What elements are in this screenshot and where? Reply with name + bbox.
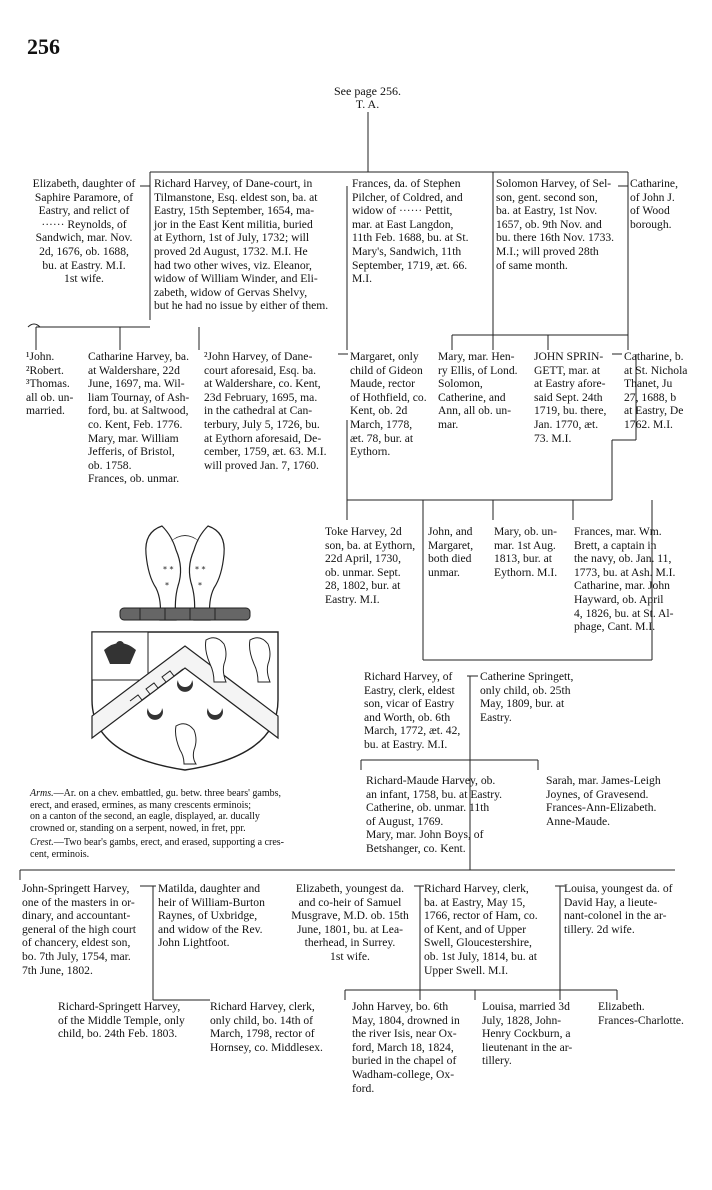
john-springett-harvey-entry: John-Springett Harvey, one of the masters in or- dinary, and accountant- general of the high court of chancery, eldest son, bo. 7th July, 1754, mar. 7th June, 1802. [22, 882, 136, 977]
svg-text:*: * [198, 581, 202, 590]
header-initials: T. A. [355, 97, 380, 111]
svg-text:* *: * * [163, 565, 174, 574]
toke-harvey-entry: Toke Harvey, 2d son, ba. at Eythorn, 22d April, 1730, ob. unmar. Sept. 28, 1802, bur. at Eastry. M.I. [325, 525, 416, 606]
crest-label: Crest. [30, 837, 54, 848]
catharine-thanet-entry: Catharine, b. at St. Nichola Thanet, Ju 27, 1688, b at Eastry, De 1762. M.I. [624, 350, 688, 431]
mary-unmarried-entry: Mary, ob. un- mar. 1st Aug. 1813, bur. at Eythorn. M.I. [494, 525, 558, 579]
mary-ellis-entry: Mary, mar. Hen- ry Ellis, of Lond. Solomon, Catherine, and Ann, all ob. un- mar. [438, 350, 518, 431]
solomon-harvey-entry: Solomon Harvey, of Sel- son, gent. second son, ba. at Eastry, 1st Nov. 1657, ob. 9th Nov. and bu. there 16th Nov. 1733. M.I.; will proved 28th of same month. [496, 177, 615, 272]
richard-harvey-vicar-entry: Richard Harvey, of Eastry, clerk, eldest son, vicar of Eastry and Worth, ob. 6th March, 1772, æt. 42, bu. at Eastry. M.I. [364, 670, 461, 751]
see-page-note: See page 256. [334, 84, 401, 98]
john-springett-entry: JOHN SPRIN- GETT, mar. at at Eastry afore- said Sept. 24th 1719, bu. there, Jan. 1770, æt. 73. M.I. [534, 350, 607, 445]
elizabeth-frances-charlotte-entry: Elizabeth. Frances-Charlotte. [598, 1000, 684, 1027]
richard-harvey-hornsey-entry: Richard Harvey, clerk, only child, bo. 14th of March, 1798, rector of Hornsey, co. Middlesex. [210, 1000, 323, 1054]
frances-brett-entry: Frances, mar. Wm. Brett, a captain in the navy, ob. Jan. 11, 1773, bu. at Ash. M.I. Catharine, mar. John Hayward, ob. April 4, 1826, bu. at St. Al- phage, Cant. M.I. [574, 525, 676, 634]
frances-pilcher-entry: Frances, da. of Stephen Pilcher, of Coldred, and widow of ······ Pettit, mar. at East Langdon, 11th Feb. 1688, bu. at St. Mary's, Sandwich, 11th September, 1719, æt. 66. M.I. [352, 177, 469, 286]
richard-springett-harvey-entry: Richard-Springett Harvey, of the Middle Temple, only child, bo. 24th Feb. 1803. [58, 1000, 185, 1041]
john-harvey-1804-entry: John Harvey, bo. 6th May, 1804, drowned in the river Isis, near Ox- ford, March 18, 1824, buried in the chapel of Wadham-college, Ox- ford. [352, 1000, 460, 1095]
margaret-maude-entry: Margaret, only child of Gideon Maude, rector of Hothfield, co. Kent, ob. 2d March, 1778, æt. 78, bur. at Eythorn. [350, 350, 427, 459]
shield-icon [92, 632, 278, 770]
sons-john-robert-thomas-entry: ¹John. ²Robert. ³Thomas. all ob. un- married. [26, 350, 74, 418]
arms-text: —Ar. on a chev. embattled, gu. betw. three bears' gambs, erect, and erased, ermines, as many crescents erminois; on a canton of the second, an eagle, displayed, ar. ducally crowned or, standing on a serpent, nowed, in fret, ppr. [30, 788, 282, 834]
louisa-hay-entry: Louisa, youngest da. of David Hay, a lieute- nant-colonel in the ar- tillery. 2d wife. [564, 882, 673, 936]
catharine-wood-entry: Catharine, of John J. of Wood borough. [630, 177, 678, 231]
arms-description [30, 788, 350, 834]
crest-text: —Two bear's gambs, erect, and erased, supporting a cres- cent, erminois. [30, 837, 284, 860]
elizabeth-musgrave-entry: Elizabeth, youngest da. and co-heir of Samuel Musgrave, M.D. ob. 15th June, 1801, bu. at Lea- therhead, in Surrey. 1st wife. [291, 882, 409, 963]
richard-harvey-dane-court-entry: Richard Harvey, of Dane-court, in Tilmanstone, Esq. eldest son, ba. at Eastry, 15th September, 1654, ma- jor in the East Kent militia, buried at Eythorn, 1st of July, 1732; will proved 2d August, 1732. M.I. He had two other wives, viz. Eleanor, widow of William Winder, and Eli- zabeth, widow of Gervas Shelvy, but he had no issue by either of them. [154, 177, 329, 313]
catharine-harvey-tournay-entry: Catharine Harvey, ba. at Waldershare, 22d June, 1697, ma. Wil- liam Tournay, of Ash- ford, bu. at Saltwood, co. Kent, Feb. 1776. Mary, mar. William Jefferis, of Bristol, ob. 1758. Frances, ob. unmar. [88, 350, 190, 486]
catherine-springett-entry: Catherine Springett, only child, ob. 25th May, 1809, bur. at Eastry. [480, 670, 574, 724]
richard-harvey-clerk-ham-entry: Richard Harvey, clerk, ba. at Eastry, May 15, 1766, rector of Ham, co. of Kent, and of Upper Swell, Gloucestershire, ob. 1st July, 1814, bu. at Upper Swell. M.I. [424, 882, 538, 977]
crest-description [30, 837, 350, 860]
svg-text:* *: * * [195, 565, 206, 574]
matilda-raynes-entry: Matilda, daughter and heir of William-Burton Raynes, of Uxbridge, and widow of the Rev. John Lightfoot. [158, 882, 265, 950]
page-number: 256 [27, 34, 60, 59]
richard-maude-harvey-entry: Richard-Maude Harvey, ob. an infant, 1758, bu. at Eastry. Catherine, ob. unmar. 11th of August, 1769. Mary, mar. John Boys, of Betshanger, co. Kent. [366, 774, 503, 855]
sarah-joynes-entry: Sarah, mar. James-Leigh Joynes, of Gravesend. Frances-Ann-Elizabeth. Anne-Maude. [546, 774, 661, 828]
louisa-cockburn-entry: Louisa, married 3d July, 1828, John- Henry Cockburn, a lieutenant in the ar- tillery. [482, 1000, 573, 1068]
arms-label: Arms. [30, 788, 54, 799]
coat-of-arms-illustration [90, 520, 280, 772]
elizabeth-paramore-entry: Elizabeth, daughter of Saphire Paramore, of Eastry, and relict of ······ Reynolds, of Sandwich, mar. Nov. 2d, 1676, ob. 1688, bu. at Eastry. M.I. 1st wife. [32, 177, 136, 286]
crest-bear-gambs-icon [120, 526, 250, 620]
john-harvey-dane-court-entry: ²John Harvey, of Dane- court aforesaid, Esq. ba. at Waldershare, co. Kent, 23d February, 1695, ma. in the cathedral at Can- terbury, July 5, 1726, bu. at Eythorn aforesaid, De- cember, 1759, æt. 63. M.I. will proved Jan. 7, 1760. [204, 350, 327, 472]
svg-text:*: * [165, 581, 169, 590]
john-and-margaret-entry: John, and Margaret, both died unmar. [428, 525, 474, 579]
